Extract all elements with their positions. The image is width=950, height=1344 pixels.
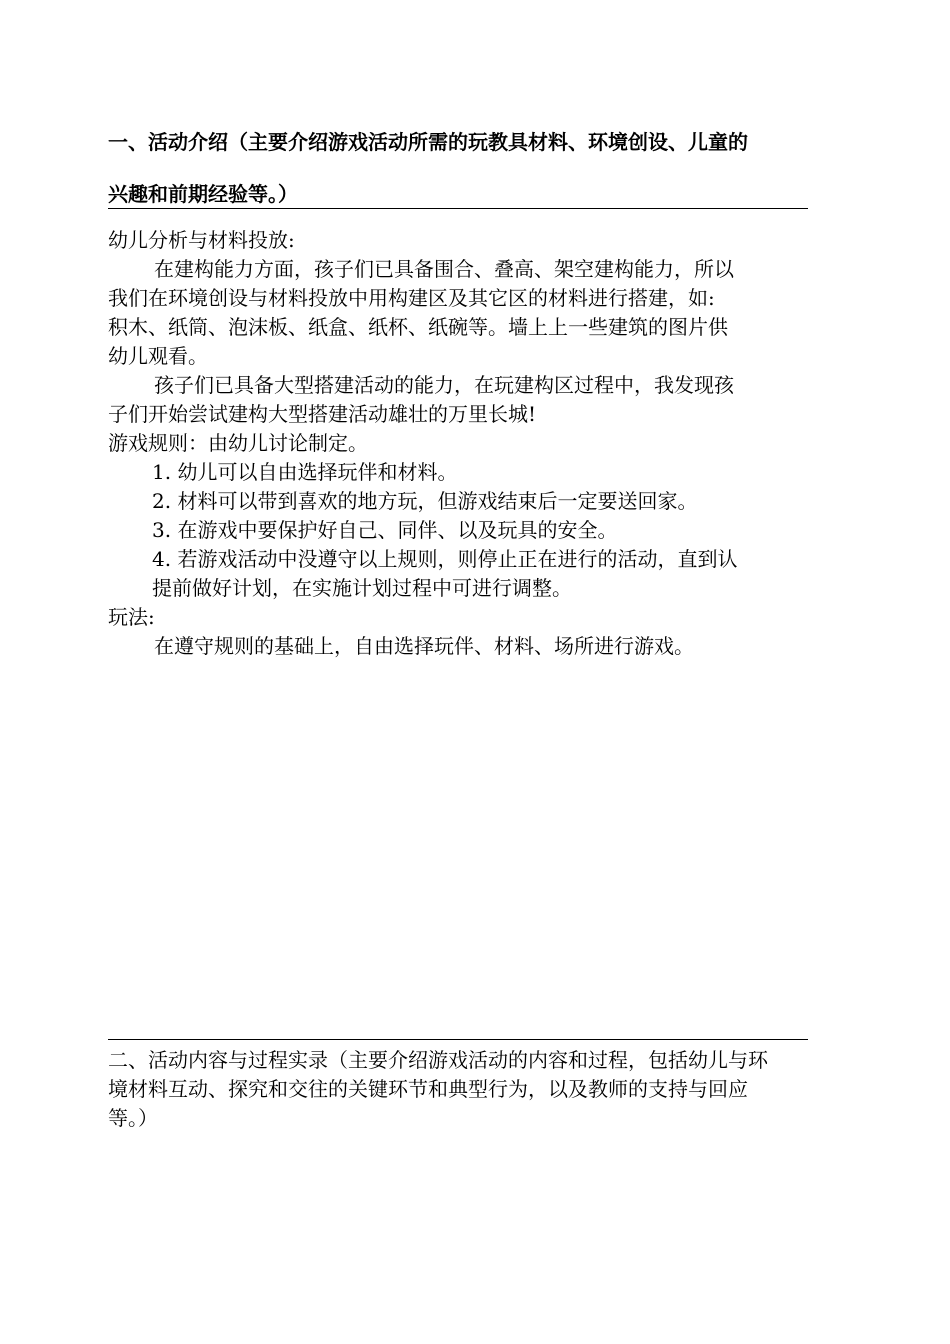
section2-heading-line: 等。） bbox=[108, 1106, 158, 1130]
analysis-para1-line: 在建构能力方面，孩子们已具备围合、叠高、架空建构能力，所以 bbox=[154, 257, 734, 281]
rule-item: 2. 材料可以带到喜欢的地方玩，但游戏结束后一定要送回家。 bbox=[152, 489, 698, 513]
section2-heading-line: 二、活动内容与过程实录（主要介绍游戏活动的内容和过程，包括幼儿与环 bbox=[108, 1048, 768, 1072]
activity-intro-body bbox=[108, 226, 808, 661]
rule-item: 1. 幼儿可以自由选择玩伴和材料。 bbox=[152, 460, 458, 484]
rule-item: 3. 在游戏中要保护好自己、同伴、以及玩具的安全。 bbox=[152, 518, 618, 542]
section2-heading-line: 境材料互动、探究和交往的关键环节和典型行为，以及教师的支持与回应 bbox=[108, 1077, 748, 1101]
rules-label: 游戏规则：由幼儿讨论制定。 bbox=[108, 431, 368, 455]
rule-item-continuation: 提前做好计划，在实施计划过程中可进行调整。 bbox=[152, 576, 572, 600]
analysis-para1-line: 幼儿观看。 bbox=[108, 344, 208, 368]
analysis-para2-line: 孩子们已具备大型搭建活动的能力，在玩建构区过程中，我发现孩 bbox=[154, 373, 734, 397]
section1-heading-line2: 兴趣和前期经验等。） bbox=[108, 182, 298, 206]
analysis-label: 幼儿分析与材料投放: bbox=[108, 228, 295, 252]
analysis-para2-line: 子们开始尝试建构大型搭建活动雄壮的万里长城! bbox=[108, 402, 537, 426]
rule-item: 4. 若游戏活动中没遵守以上规则，则停止正在进行的活动，直到认 bbox=[152, 547, 738, 571]
section2-divider bbox=[108, 1039, 808, 1040]
analysis-para1-line: 积木、纸筒、泡沫板、纸盒、纸杯、纸碗等。墙上上一些建筑的图片供 bbox=[108, 315, 728, 339]
section2-heading bbox=[108, 1046, 808, 1133]
section1-heading-line1: 一、活动介绍（主要介绍游戏活动所需的玩教具材料、环境创设、儿童的 bbox=[108, 130, 748, 154]
play-label: 玩法: bbox=[108, 605, 155, 629]
play-text: 在遵守规则的基础上，自由选择玩伴、材料、场所进行游戏。 bbox=[154, 634, 694, 658]
section1-divider bbox=[108, 208, 808, 209]
analysis-para1-line: 我们在环境创设与材料投放中用构建区及其它区的材料进行搭建，如: bbox=[108, 286, 715, 310]
